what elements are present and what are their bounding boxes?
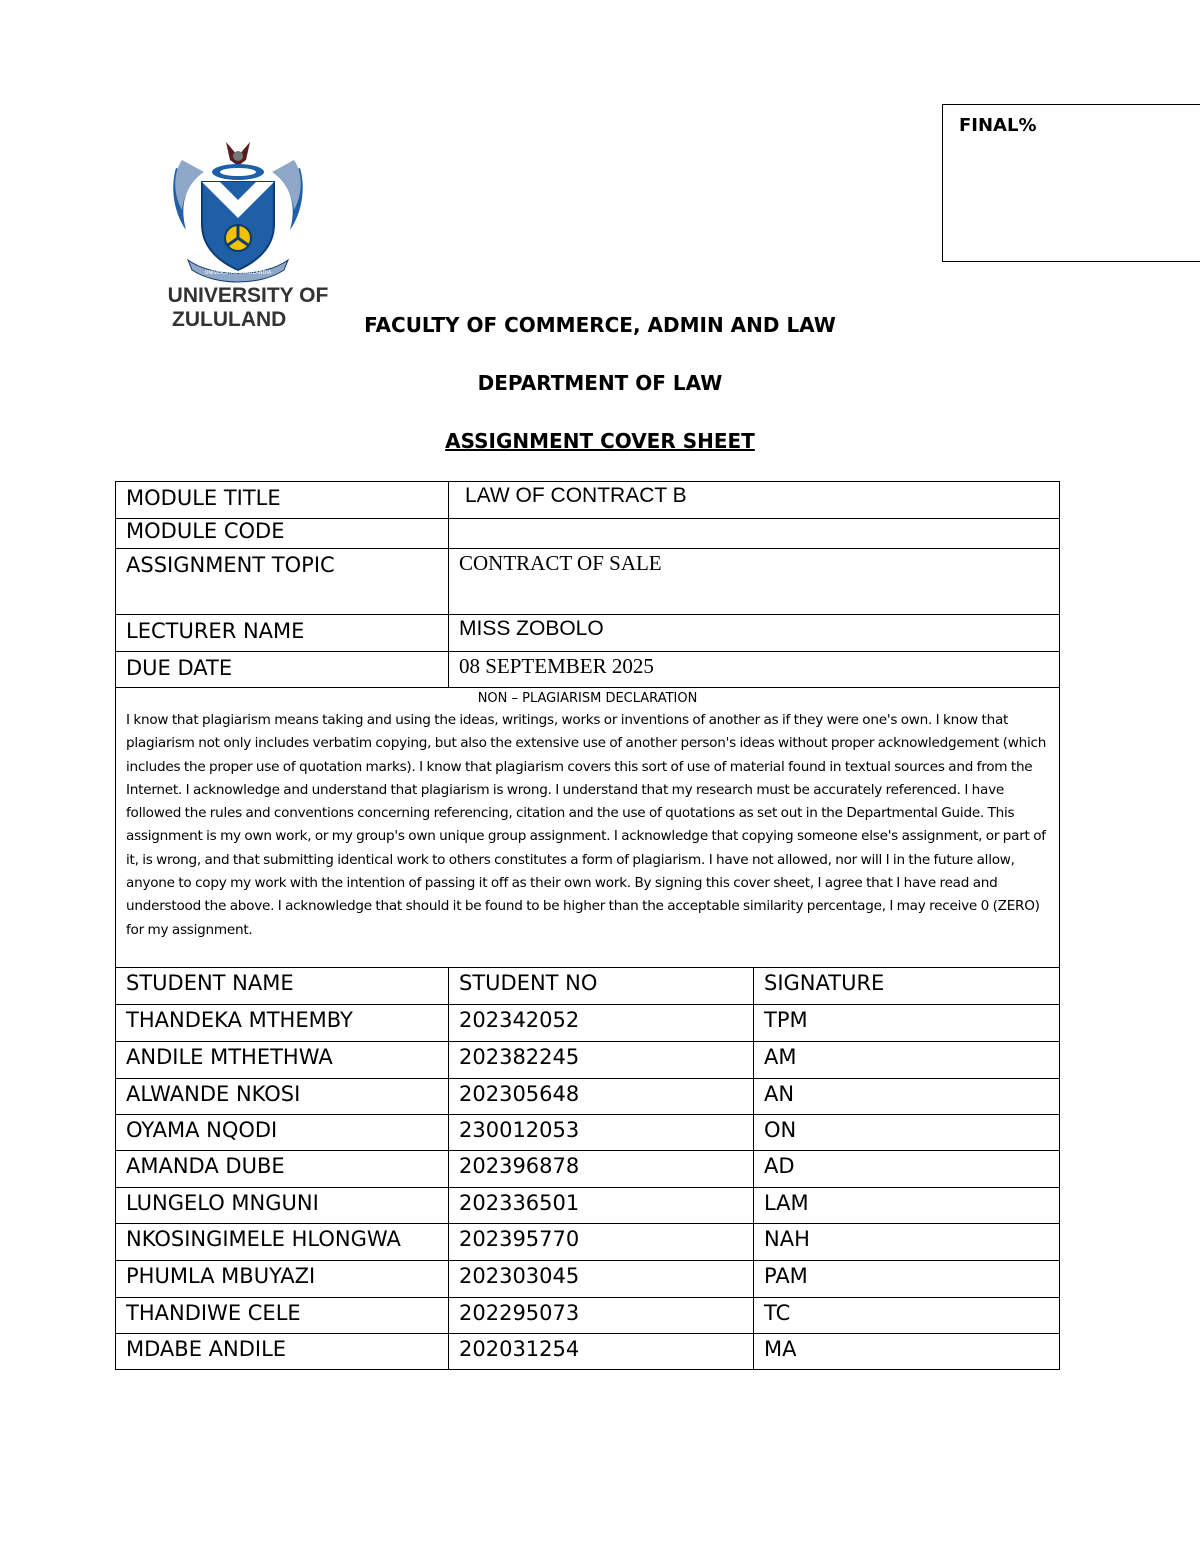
student-name: ALWANDE NKOSI: [116, 1079, 449, 1115]
faculty-heading: FACULTY OF COMMERCE, ADMIN AND LAW: [364, 313, 836, 337]
student-row: [116, 1188, 1060, 1224]
student-row: [116, 1151, 1060, 1188]
student-name-header: STUDENT NAME: [116, 968, 449, 1005]
assignment-topic-value: CONTRACT OF SALE: [449, 549, 1060, 615]
student-signature: LAM: [754, 1188, 1060, 1224]
module-title-value: LAW OF CONTRACT B: [449, 482, 1060, 519]
assignment-topic-label: ASSIGNMENT TOPIC: [116, 549, 449, 615]
lecturer-name-value: MISS ZOBOLO: [449, 615, 1060, 652]
final-percent-label: FINAL%: [959, 115, 1037, 136]
student-row: [116, 1261, 1060, 1298]
student-name: AMANDA DUBE: [116, 1151, 449, 1188]
student-row: [116, 1079, 1060, 1115]
student-row: [116, 1005, 1060, 1042]
student-number: 202395770: [449, 1224, 754, 1261]
declaration-cell: [116, 688, 1060, 968]
module-title-label: MODULE TITLE: [116, 482, 449, 519]
student-number: 202336501: [449, 1188, 754, 1224]
declaration-text: I know that plagiarism means taking and using the ideas, writings, works or inventions of another as if they were one's own. I know that plagiarism not only includes verbatim copying, but also the extensive use of another person's ideas without proper acknowledgement (which includes the proper use of quotation marks). I know that plagiarism covers this sort of use of material found in textual sources and from the Internet. I acknowledge and understand that plagiarism is wrong. I understand that my research must be accurately referenced. I have followed the rules and conventions concerning referencing, citation and the use of quotations as set out in the Departmental Guide. This assignment is my own work, or my group's own unique group assignment. I acknowledge that copying someone else's assignment, or part of it, is wrong, and that submitting identical work to others constitutes a form of plagiarism. I have not allowed, nor will I in the future allow, anyone to copy my work with the intention of passing it off as their own work. By signing this cover sheet, I agree that I have read and understood the above. I acknowledge that should it be found to be higher than the acceptable similarity percentage, I may receive 0 (ZERO) for my assignment.: [126, 712, 1047, 938]
student-number: 202342052: [449, 1005, 754, 1042]
student-row: [116, 1334, 1060, 1370]
student-signature: NAH: [754, 1224, 1060, 1261]
declaration-row: [116, 688, 1060, 968]
student-name: NKOSINGIMELE HLONGWA: [116, 1224, 449, 1261]
lecturer-row: [116, 615, 1060, 652]
final-percent-box: [942, 104, 1200, 262]
students-header-row: [116, 968, 1060, 1005]
module-code-value: [449, 519, 1060, 549]
cover-sheet-title: ASSIGNMENT COVER SHEET: [445, 429, 755, 453]
student-signature: TPM: [754, 1005, 1060, 1042]
student-name: THANDIWE CELE: [116, 1298, 449, 1334]
due-date-row: [116, 652, 1060, 688]
university-name-line1: UNIVERSITY OF: [167, 284, 329, 307]
student-number: 202295073: [449, 1298, 754, 1334]
declaration-title: NON – PLAGIARISM DECLARATION: [477, 691, 698, 706]
module-title-row: [116, 482, 1060, 519]
student-no-header: STUDENT NO: [449, 968, 754, 1005]
student-signature: AD: [754, 1151, 1060, 1188]
assignment-topic-row: [116, 549, 1060, 615]
student-number: 202305648: [449, 1079, 754, 1115]
due-date-value: 08 SEPTEMBER 2025: [449, 652, 1060, 688]
student-row: [116, 1042, 1060, 1079]
student-name: PHUMLA MBUYAZI: [116, 1261, 449, 1298]
student-signature: TC: [754, 1298, 1060, 1334]
student-number: 202031254: [449, 1334, 754, 1370]
student-signature: AN: [754, 1079, 1060, 1115]
student-name: OYAMA NQODI: [116, 1115, 449, 1151]
module-code-label: MODULE CODE: [116, 519, 449, 549]
student-number: 202382245: [449, 1042, 754, 1079]
student-signature: MA: [754, 1334, 1060, 1370]
university-crest-logo: [168, 138, 308, 283]
student-row: [116, 1224, 1060, 1261]
due-date-label: DUE DATE: [116, 652, 449, 688]
university-name-line2: ZULULAND: [172, 308, 287, 331]
cover-sheet-table: [115, 481, 1060, 1370]
student-number: 202303045: [449, 1261, 754, 1298]
student-signature: AM: [754, 1042, 1060, 1079]
student-row: [116, 1298, 1060, 1334]
student-row: [116, 1115, 1060, 1151]
module-code-row: [116, 519, 1060, 549]
student-name: ANDILE MTHETHWA: [116, 1042, 449, 1079]
student-number: 202396878: [449, 1151, 754, 1188]
department-heading: DEPARTMENT OF LAW: [477, 371, 723, 395]
crest-motto: UNIVERSITAS ZULULANDIA: [204, 270, 272, 276]
student-signature: ON: [754, 1115, 1060, 1151]
student-signature: PAM: [754, 1261, 1060, 1298]
signature-header: SIGNATURE: [754, 968, 1060, 1005]
student-name: MDABE ANDILE: [116, 1334, 449, 1370]
student-name: LUNGELO MNGUNI: [116, 1188, 449, 1224]
student-number: 230012053: [449, 1115, 754, 1151]
lecturer-name-label: LECTURER NAME: [116, 615, 449, 652]
student-name: THANDEKA MTHEMBY: [116, 1005, 449, 1042]
